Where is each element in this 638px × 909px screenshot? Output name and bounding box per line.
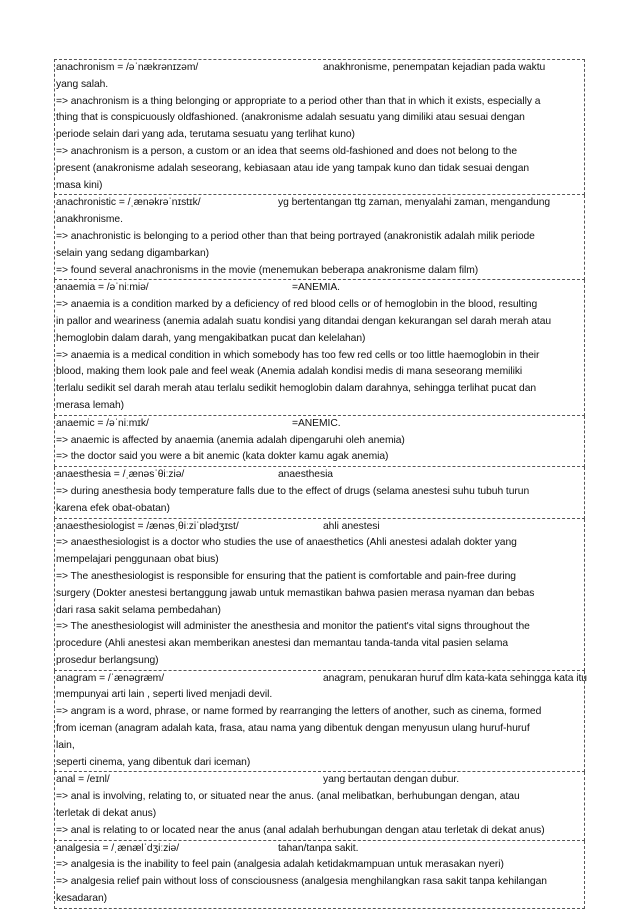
entry-line: => the doctor said you were a bit anemic (kata dokter kamu agak anemia)	[56, 451, 389, 463]
entry-line: => anal is relating to or located near the anus (anal adalah berhubungan dengan atau terletak di dekat anus)	[56, 824, 545, 836]
entry-meaning: anaesthesia	[278, 469, 333, 481]
entry-line: thing that is conspicuously oldfashioned. (anakronisme adalah sesuatu yang dimiliki atau sesuai dengan	[56, 112, 525, 124]
entry-line: periode selain dari yang ada, terutama sesuatu yang terlihat kuno)	[56, 129, 355, 141]
entry-headline	[56, 671, 587, 688]
entry-headword: anaemia = /əˈniːmiə/	[56, 282, 149, 294]
entry-line: surgery (Dokter anestesi bertanggung jawab untuk memastikan bahwa pasien merasa nyaman dan bebas	[56, 587, 535, 599]
entry-headline	[56, 519, 583, 536]
entry-headword: anachronism = /əˈnækrənɪzəm/	[56, 62, 199, 73]
entry-line: => during anesthesia body temperature falls due to the effect of drugs (selama anestesi suhu tubuh turun	[56, 485, 530, 497]
entry-anaemic	[54, 416, 585, 467]
entry-anagram	[54, 671, 585, 773]
dictionary-page	[54, 59, 585, 909]
entry-line: present (anakronisme adalah seseorang, kebiasaan atau ide yang tampak kuno dan tidak sesuai dengan	[56, 162, 530, 174]
entry-line: mempunyai arti lain , seperti lived menjadi devil.	[56, 689, 273, 701]
entry-line: masa kini)	[56, 179, 103, 191]
entry-line: selain yang sedang digambarkan)	[56, 247, 210, 259]
entry-headword: anachronistic = /ˌænəkrəˈnɪstɪk/	[56, 197, 201, 209]
entry-headline	[56, 195, 583, 212]
entry-anachronism	[54, 59, 585, 195]
entry-meaning: ahli anestesi	[323, 520, 380, 532]
entry-headline	[56, 841, 583, 858]
entry-anaesthesia	[54, 467, 585, 518]
entry-headword: anal = /eɪnl/	[56, 774, 110, 786]
entry-line: karena efek obat-obatan)	[56, 502, 170, 514]
entry-line: => anaemic is affected by anaemia (anemia adalah dipengaruhi oleh anemia)	[56, 434, 405, 446]
entry-line: anakhronisme.	[56, 214, 123, 226]
entry-line: in pallor and weariness (anemia adalah suatu kondisi yang ditandai dengan kekurangan sel darah merah atau	[56, 315, 552, 327]
entry-line: kesadaran)	[56, 893, 108, 905]
entry-anachronistic	[54, 195, 585, 280]
entry-line: => anaemia is a medical condition in which somebody has too few red cells or too little haemoglobin in their	[56, 349, 540, 361]
entry-anal	[54, 772, 585, 840]
entry-meaning: tahan/tanpa sakit.	[278, 842, 359, 854]
entry-line: dari rasa sakit selama pembedahan)	[56, 604, 221, 616]
entry-line: => analgesia relief pain without loss of consciousness (analgesia menghilangkan rasa sakit tanpa kehilangan	[56, 876, 547, 888]
entry-line: => anaemia is a condition marked by a deficiency of red blood cells or of hemoglobin in the blood, resulting	[56, 299, 538, 311]
entry-line: procedure (Ahli anestesi akan memberikan anestesi dan memantau tanda-tanda vital pasien selama	[56, 638, 509, 650]
entry-line: => The anesthesiologist is responsible for ensuring that the patient is comfortable and pain-free during	[56, 570, 516, 582]
entry-headline	[56, 280, 583, 297]
entry-line: mempelajari penggunaan obat bius)	[56, 554, 219, 566]
entry-line: => angram is a word, phrase, or name formed by rearranging the letters of another, such as cinema, formed	[56, 706, 542, 718]
entry-headword: anaesthesiologist = /ænəsˌθiːziˈɒlədʒɪst/	[56, 520, 239, 532]
entry-analgesia	[54, 841, 585, 909]
entry-line: => The anesthesiologist will administer the anesthesia and monitor the patient's vital signs throughout the	[56, 621, 530, 633]
entry-line: => anaesthesiologist is a doctor who studies the use of anaesthetics (Ahli anestesi adalah dokter yang	[56, 537, 517, 549]
entry-anaemia	[54, 280, 585, 415]
entry-meaning: anagram, penukaran huruf dlm kata-kata sehingga kata itu	[323, 672, 587, 684]
entry-line: yang salah.	[56, 78, 109, 90]
entry-line: => analgesia is the inability to feel pain (analgesia adalah ketidakmampuan untuk merasakan nyeri)	[56, 859, 504, 871]
entry-headword: analgesia = /ˌænælˈdʒiːziə/	[56, 842, 180, 854]
entry-meaning: =ANEMIC.	[292, 417, 341, 429]
entry-line: => anachronism is a person, a custom or an idea that seems old-fashioned and does not belong to the	[56, 145, 517, 157]
entry-line: terlalu sedikit sel darah merah atau terlalu sedikit hemoglobin dalam darahnya, sehingga terlihat pucat dan	[56, 383, 537, 395]
entry-headline	[56, 60, 583, 77]
entry-anaesthesiologist	[54, 519, 585, 671]
entry-headline	[56, 467, 583, 484]
entry-meaning: yang bertautan dengan dubur.	[323, 774, 460, 786]
entry-line: prosedur berlangsung)	[56, 654, 159, 666]
entry-meaning: yg bertentangan ttg zaman, menyalahi zaman, mengandung	[278, 197, 551, 209]
entry-line: => anachronism is a thing belonging or appropriate to a period other than that in which it exists, especially a	[56, 95, 541, 107]
entry-meaning: =ANEMIA.	[292, 282, 340, 294]
entry-headword: anagram = /ˈænəgræm/	[56, 672, 165, 684]
entry-line: terletak di dekat anus)	[56, 808, 157, 820]
entry-line: merasa lemah)	[56, 399, 125, 411]
entry-line: from iceman (anagram adalah kata, frasa, atau nama yang dibentuk dengan menyusun ulang huruf-huruf	[56, 723, 530, 735]
entry-headline	[56, 772, 583, 789]
entry-line: blood, making them look pale and feel weak (Anemia adalah kondisi medis di mana seseorang memiliki	[56, 366, 523, 378]
entry-headword: anaesthesia = /ˌænəsˈθiːziə/	[56, 469, 185, 481]
entry-headword: anaemic = /əˈniːmɪk/	[56, 417, 149, 429]
entry-line: hemoglobin dalam darah, yang mengakibatkan pucat dan kelelahan)	[56, 332, 366, 344]
entry-headline	[56, 416, 583, 433]
entry-line: lain,	[56, 739, 75, 751]
entry-meaning: anakhronisme, penempatan kejadian pada waktu	[323, 62, 546, 73]
entry-line: => anal is involving, relating to, or situated near the anus. (anal melibatkan, berhubungan dengan, atau	[56, 791, 520, 803]
entry-line: => found several anachronisms in the movie (menemukan beberapa anakronisme dalam film)	[56, 264, 479, 276]
entry-line: seperti cinema, yang dibentuk dari iceman)	[56, 756, 251, 768]
entry-line: => anachronistic is belonging to a period other than that being portrayed (anakronistik adalah milik periode	[56, 230, 535, 242]
